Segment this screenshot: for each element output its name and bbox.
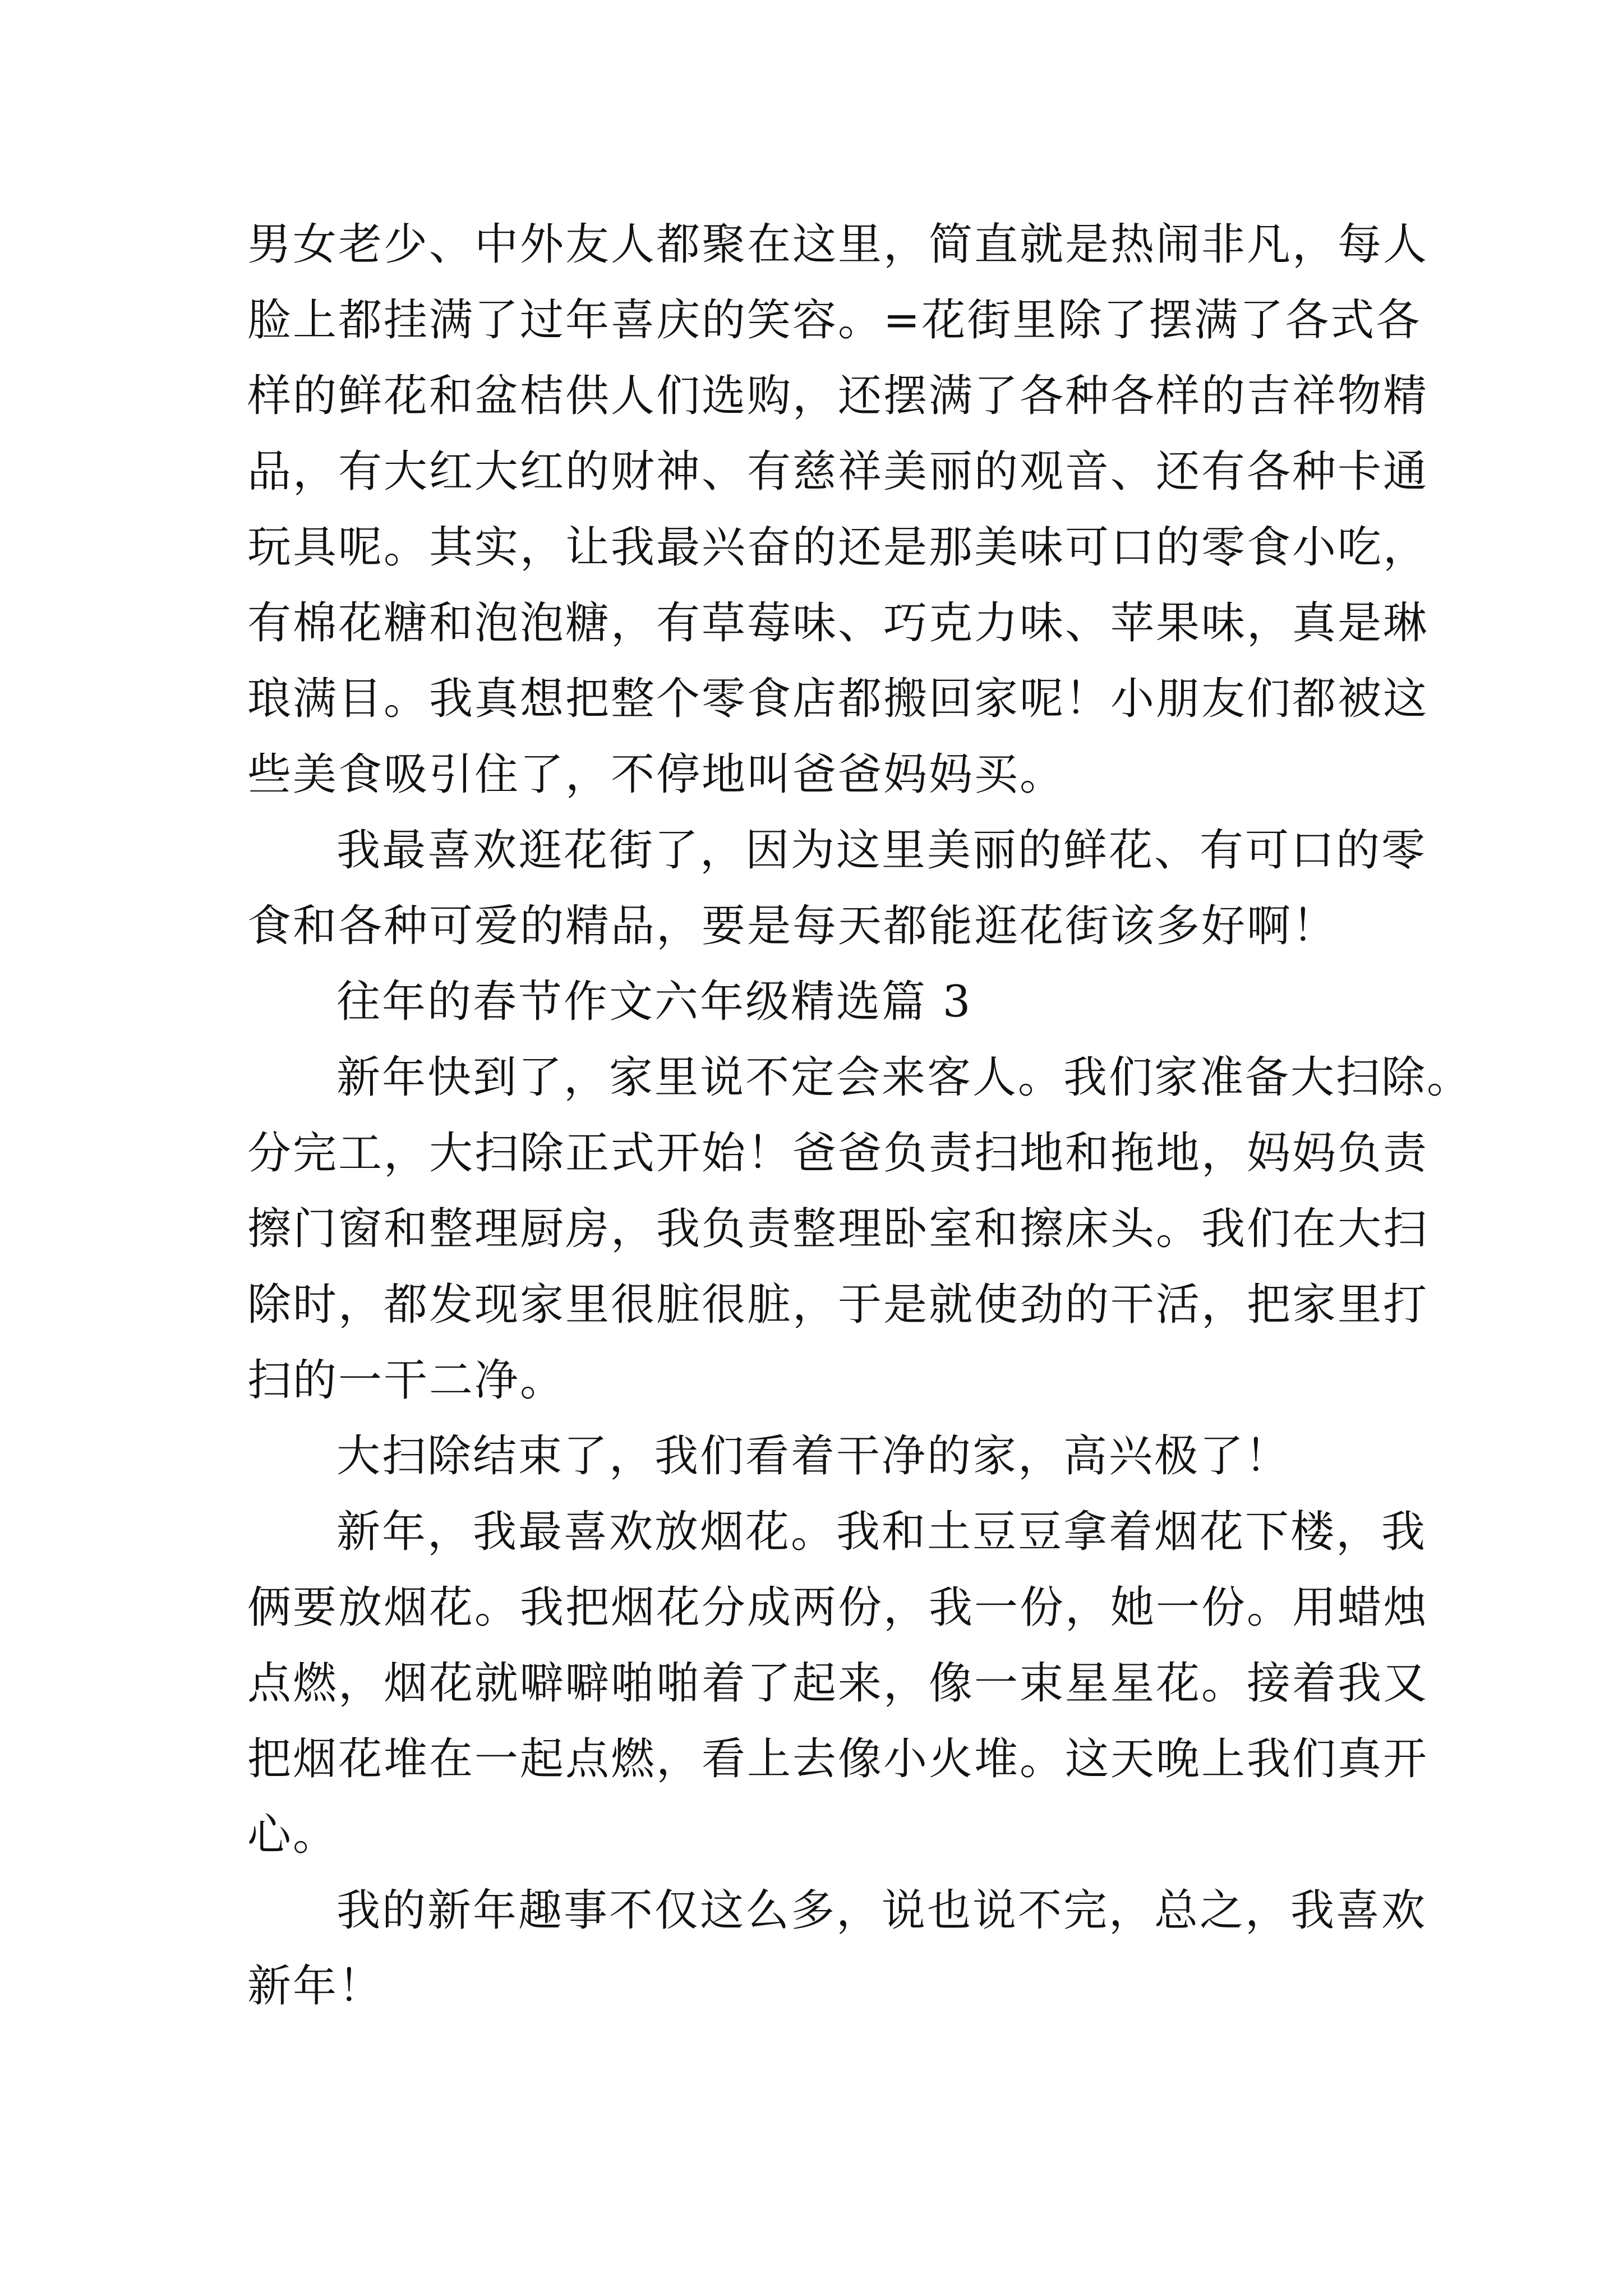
text-line: 分完工，大扫除正式开始！爸爸负责扫地和拖地，妈妈负责 <box>247 1128 1429 1179</box>
text-line: 大扫除结束了，我们看着干净的家，高兴极了！ <box>336 1431 1291 1481</box>
text-line: 玩具呢。其实，让我最兴奋的还是那美味可口的零食小吃， <box>247 522 1429 573</box>
text-line: 扫的一干二净。 <box>247 1355 566 1406</box>
text-line: 我最喜欢逛花街了，因为这里美丽的鲜花、有可口的零 <box>336 825 1427 876</box>
text-line: 点燃，烟花就噼噼啪啪着了起来，像一束星星花。接着我又 <box>247 1658 1429 1709</box>
text-line: 我的新年趣事不仅这么多，说也说不完，总之，我喜欢 <box>336 1885 1427 1936</box>
text-line: 新年快到了，家里说不定会来客人。我们家准备大扫除。 <box>336 1052 1473 1103</box>
text-line: 把烟花堆在一起点燃，看上去像小火堆。这天晚上我们真开 <box>247 1734 1429 1784</box>
text-line: 食和各种可爱的精品，要是每天都能逛花街该多好啊！ <box>247 901 1338 951</box>
text-line: 新年！ <box>247 1961 384 2012</box>
text-line: 琅满目。我真想把整个零食店都搬回家呢！小朋友们都被这 <box>247 674 1429 724</box>
text-line: 心。 <box>247 1810 339 1860</box>
text-line: 男女老少、中外友人都聚在这里，简直就是热闹非凡，每人 <box>247 219 1429 270</box>
text-line: 脸上都挂满了过年喜庆的笑容。=花街里除了摆满了各式各 <box>247 295 1422 346</box>
text-line: 些美食吸引住了，不停地叫爸爸妈妈买。 <box>247 749 1066 800</box>
text-line: 样的鲜花和盆桔供人们选购，还摆满了各种各样的吉祥物精 <box>247 371 1429 421</box>
section-heading: 往年的春节作文六年级精选篇 3 <box>336 977 972 1027</box>
text-line: 除时，都发现家里很脏很脏，于是就使劲的干活，把家里打 <box>247 1280 1429 1330</box>
text-line: 有棉花糖和泡泡糖，有草莓味、巧克力味、苹果味，真是琳 <box>247 598 1429 648</box>
text-line: 品，有大红大红的财神、有慈祥美丽的观音、还有各种卡通 <box>247 447 1429 497</box>
text-line: 俩要放烟花。我把烟花分成两份，我一份，她一份。用蜡烛 <box>247 1582 1429 1633</box>
text-line: 新年，我最喜欢放烟花。我和土豆豆拿着烟花下楼，我 <box>336 1507 1427 1557</box>
text-line: 擦门窗和整理厨房，我负责整理卧室和擦床头。我们在大扫 <box>247 1204 1429 1254</box>
